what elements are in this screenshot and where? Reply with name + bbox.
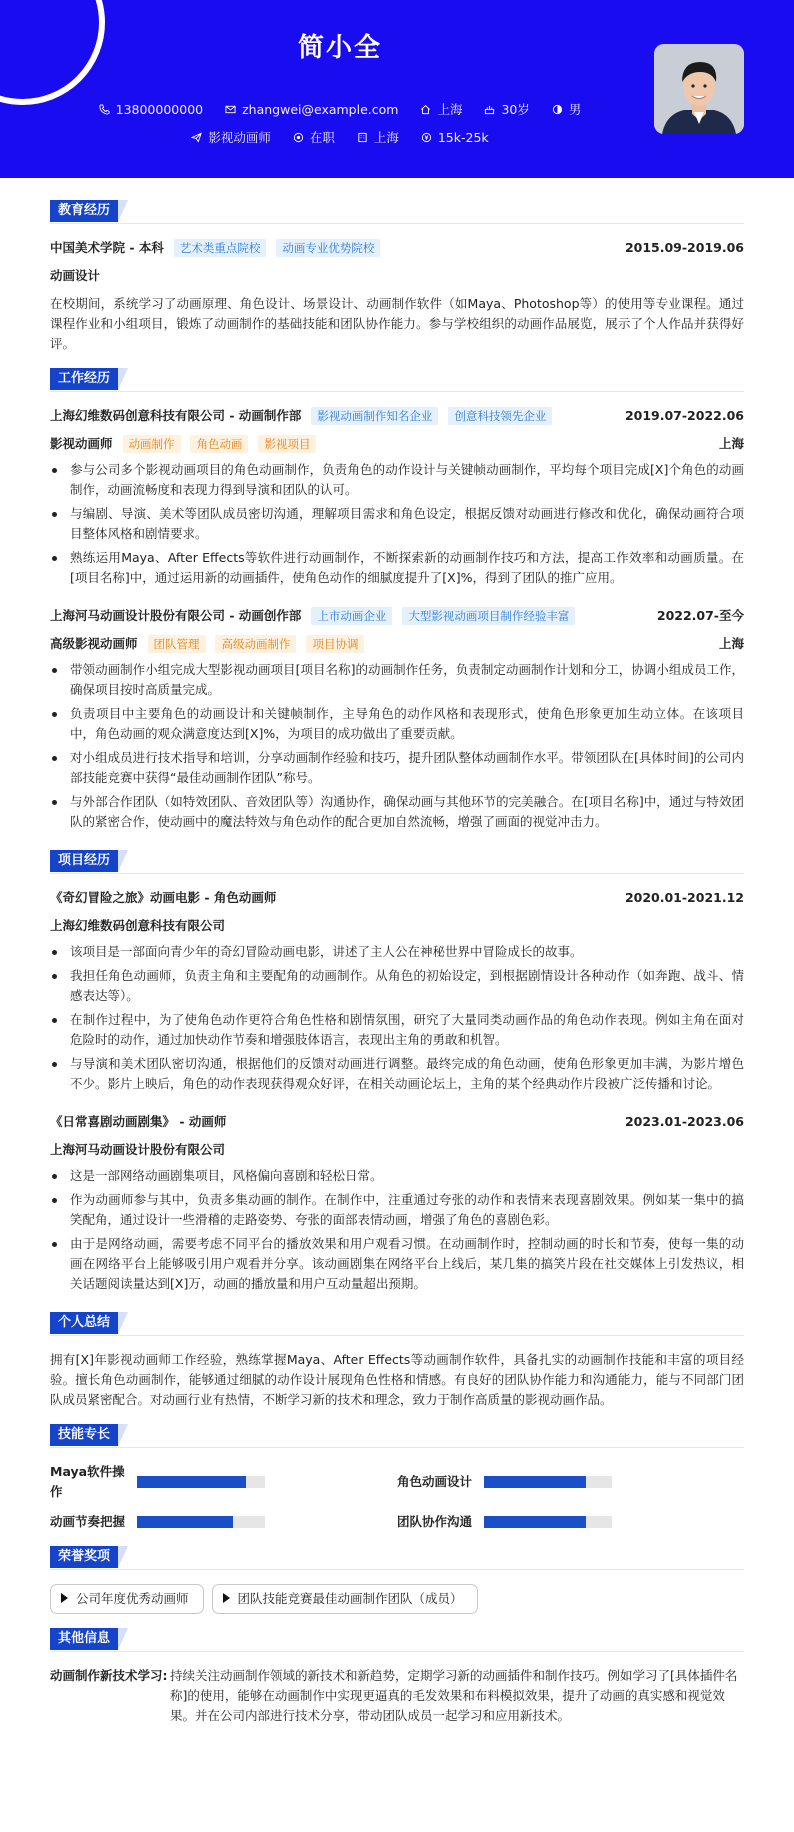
section-header xyxy=(50,368,744,392)
section-title: 工作经历 xyxy=(50,368,118,390)
project-header-row xyxy=(50,888,744,908)
project-bullets xyxy=(50,1166,744,1294)
role-tag: 高级动画制作 xyxy=(215,635,296,653)
skill-bar xyxy=(137,1476,265,1488)
profile-photo xyxy=(654,44,744,134)
money-icon xyxy=(421,132,432,143)
section-header xyxy=(50,850,744,874)
skill-bar-fill xyxy=(484,1516,586,1528)
company-tag: 大型影视动画项目制作经验丰富 xyxy=(402,607,575,625)
section-header xyxy=(50,1546,744,1570)
list-item: 与外部合作团队（如特效团队、音效团队等）沟通协作，确保动画与其他环节的完美融合。在[项目名称]中，通过与特效团队的紧密合作，使动画中的魔法特效与角色动作的配合更加自然流畅，增强了画面的视觉冲击力。 xyxy=(50,792,744,832)
gender-icon xyxy=(552,104,563,115)
job-location: 上海 xyxy=(718,636,744,651)
list-item: 熟练运用Maya、After Effects等软件进行动画制作，不断探索新的动画制作技巧和方法，提高工作效率和动画质量。在[项目名称]中，通过运用新的动画插件，使角色动作的细腻度提升了[X]%，得到了团队的推广应用。 xyxy=(50,548,744,588)
school-tag: 动画专业优势院校 xyxy=(276,239,380,257)
skill-item xyxy=(50,1512,397,1532)
company-tag: 创意科技领先企业 xyxy=(448,407,552,425)
other-info-row xyxy=(50,1666,744,1726)
email-icon xyxy=(225,104,236,115)
resume-header xyxy=(0,0,794,178)
work-section xyxy=(50,368,744,832)
list-item: 由于是网络动画，需要考虑不同平台的播放效果和用户观看习惯。在动画制作时，控制动画的时长和节奏，使每一集的动画在网络平台上能够吸引用户观看并分享。该动画剧集在网络平台上线后，某几集的搞笑片段在社交媒体上引发热议，相关话题阅读量达到[X]万，动画的播放量和用户互动量超出预期。 xyxy=(50,1234,744,1294)
job-entry xyxy=(50,606,744,832)
job-role-row xyxy=(50,634,744,654)
other-label: 动画制作新技术学习: xyxy=(50,1668,168,1683)
summary-text: 拥有[X]年影视动画师工作经验，熟练掌握Maya、After Effects等动画制作软件，具备扎实的动画制作技能和丰富的项目经验。擅长角色动画制作，能够通过细腻的动作设计展现角色性格和情感。有良好的团队协作能力和沟通能力，能与不同部门团队成员紧密配合。对动画行业有热情，不断学习新的技术和理念，致力于制作高质量的影视动画作品。 xyxy=(50,1352,744,1407)
list-item: 参与公司多个影视动画项目的角色动画制作，负责角色的动作设计与关键帧动画制作，平均每个项目完成[X]个角色的动画制作，动画流畅度和表现力得到导演和团队的认可。 xyxy=(50,460,744,500)
award-label: 公司年度优秀动画师 xyxy=(76,1591,189,1606)
company-name: 上海河马动画设计股份有限公司 - 动画创作部 xyxy=(50,608,302,623)
list-item: 与导演和美术团队密切沟通，根据他们的反馈对动画进行调整。最终完成的角色动画，使角色形象更加丰满，为影片增色不少。影片上映后，角色的动作表现获得观众好评，在相关动画论坛上，主角的某个经典动作片段被广泛传播和讨论。 xyxy=(50,1054,744,1094)
list-item: 带领动画制作小组完成大型影视动画项目[项目名称]的动画制作任务，负责制定动画制作计划和分工，协调小组成员工作，确保项目按时高质量完成。 xyxy=(50,660,744,700)
skill-bar xyxy=(484,1516,612,1528)
phone-item xyxy=(99,100,203,120)
list-item: 该项目是一部面向青少年的奇幻冒险动画电影，讲述了主人公在神秘世界中冒险成长的故事。 xyxy=(50,942,744,962)
section-title: 技能专长 xyxy=(50,1424,118,1446)
education-header-row xyxy=(50,238,744,258)
awards-list xyxy=(50,1584,744,1614)
email-text: zhangwei@example.com xyxy=(242,102,399,117)
skills-section xyxy=(50,1424,744,1532)
other-section xyxy=(50,1628,744,1726)
candidate-name: 简小全 xyxy=(297,33,382,63)
section-title: 其他信息 xyxy=(50,1628,118,1650)
gender-text: 男 xyxy=(568,102,582,117)
role-tag: 影视项目 xyxy=(258,435,316,453)
other-text: 持续关注动画制作领域的新技术和新趋势，定期学习新的动画插件和制作技巧。例如学习了[具体插件名称]的使用，能够在动画制作中实现更逼真的毛发效果和布料模拟效果，提升了动画的真实感和视觉效果。并在公司内部进行技术分享，带动团队成员一起学习和应用新技术。 xyxy=(170,1668,738,1723)
job-location: 上海 xyxy=(718,436,744,451)
list-item: 负责项目中主要角色的动画设计和关键帧制作，主导角色的动作风格和表现形式，使角色形象更加生动立体。在该项目中，角色动画的观众满意度达到[X]%，为项目的成功做出了重要贡献。 xyxy=(50,704,744,744)
target-city-text: 上海 xyxy=(373,130,399,145)
projects-section xyxy=(50,850,744,1294)
section-header xyxy=(50,1628,744,1652)
job-role: 影视动画师 xyxy=(50,436,113,451)
play-icon xyxy=(61,1593,68,1603)
education-period: 2015.09-2019.06 xyxy=(624,240,744,255)
skill-item xyxy=(50,1462,397,1502)
skill-bar-fill xyxy=(484,1476,586,1488)
list-item: 与编剧、导演、美术等团队成员密切沟通，理解项目需求和角色设定，根据反馈对动画进行修改和优化，确保动画符合项目整体风格和剧情要求。 xyxy=(50,504,744,544)
project-period: 2020.01-2021.12 xyxy=(624,890,744,905)
list-item: 我担任角色动画师，负责主角和主要配角的动画制作。从角色的初始设定，到根据剧情设计各种动作（如奔跑、战斗、情感表达等）。 xyxy=(50,966,744,1006)
skill-bar xyxy=(484,1476,612,1488)
company-tag: 影视动画制作知名企业 xyxy=(311,407,438,425)
project-entry xyxy=(50,888,744,1094)
send-icon xyxy=(191,132,202,143)
job-role-row xyxy=(50,434,744,454)
job-target-text: 影视动画师 xyxy=(208,130,271,145)
contact-row xyxy=(0,100,680,120)
email-item xyxy=(225,100,398,120)
project-period: 2023.01-2023.06 xyxy=(624,1114,744,1129)
school-tag: 艺术类重点院校 xyxy=(174,239,267,257)
project-company: 上海幻维数码创意科技有限公司 xyxy=(50,918,226,933)
cake-icon xyxy=(484,104,495,115)
education-description: 在校期间，系统学习了动画原理、角色设计、场景设计、动画制作软件（如Maya、Photoshop等）的使用等专业课程。通过课程作业和小组项目，锻炼了动画制作的基础技能和团队协作能力。参与学校组织的动画作品展览，展示了个人作品并获得好评。 xyxy=(50,296,744,351)
job-company-row xyxy=(50,406,744,426)
status-text: 在职 xyxy=(309,130,335,145)
target-city-item xyxy=(357,128,399,148)
role-tag: 角色动画 xyxy=(190,435,248,453)
company-name: 上海幻维数码创意科技有限公司 - 动画制作部 xyxy=(50,408,302,423)
project-company: 上海河马动画设计股份有限公司 xyxy=(50,1142,226,1157)
list-item: 在制作过程中，为了使角色动作更符合角色性格和剧情氛围，研究了大量同类动画作品的角色动作表现。例如主角在面对危险时的动作，通过加快动作节奏和增强肢体语言，表现出主角的勇敢和机智。 xyxy=(50,1010,744,1050)
city-text: 上海 xyxy=(437,102,463,117)
award-item xyxy=(212,1584,478,1614)
project-name: 《日常喜剧动画剧集》 - 动画师 xyxy=(50,1114,227,1129)
section-title: 荣誉奖项 xyxy=(50,1546,118,1568)
job-company-row xyxy=(50,606,744,626)
gender-item xyxy=(552,100,582,120)
education-section xyxy=(50,200,744,354)
job-entry xyxy=(50,406,744,588)
section-header xyxy=(50,1312,744,1336)
project-name: 《奇幻冒险之旅》动画电影 - 角色动画师 xyxy=(50,890,277,905)
skill-item xyxy=(397,1462,744,1502)
salary-text: 15k-25k xyxy=(437,130,489,145)
company-tag: 上市动画企业 xyxy=(311,607,392,625)
school-name: 中国美术学院 - 本科 xyxy=(50,240,164,255)
avatar-portrait xyxy=(654,44,744,134)
age-item xyxy=(484,100,529,120)
section-title: 项目经历 xyxy=(50,850,118,872)
skill-bar-fill xyxy=(137,1516,233,1528)
phone-icon xyxy=(99,104,110,115)
section-header xyxy=(50,1424,744,1448)
summary-section xyxy=(50,1312,744,1410)
phone-text: 13800000000 xyxy=(115,102,204,117)
major: 动画设计 xyxy=(50,268,101,283)
skill-name: 角色动画设计 xyxy=(397,1474,473,1489)
job-bullets xyxy=(50,660,744,832)
list-item: 作为动画师参与其中，负责多集动画的制作。在制作中，注重通过夸张的动作和表情来表现喜剧效果。例如某一集中的搞笑配角，通过设计一些滑稽的走路姿势、夸张的面部表情动画，增强了角色的喜剧色彩。 xyxy=(50,1190,744,1230)
building-icon xyxy=(357,132,368,143)
status-item xyxy=(293,128,335,148)
project-entry xyxy=(50,1112,744,1294)
role-tag: 动画制作 xyxy=(123,435,181,453)
play-icon xyxy=(223,1593,230,1603)
job-role: 高级影视动画师 xyxy=(50,636,138,651)
role-tag: 项目协调 xyxy=(306,635,364,653)
section-header xyxy=(50,200,744,224)
status-icon xyxy=(293,132,304,143)
skill-name: 动画节奏把握 xyxy=(50,1514,126,1529)
salary-item xyxy=(421,128,489,148)
section-title: 个人总结 xyxy=(50,1312,118,1334)
project-header-row xyxy=(50,1112,744,1132)
city-item xyxy=(420,100,462,120)
project-bullets xyxy=(50,942,744,1094)
job-period: 2019.07-2022.06 xyxy=(624,408,744,423)
home-icon xyxy=(420,104,431,115)
skill-bar-fill xyxy=(137,1476,246,1488)
role-tag: 团队管理 xyxy=(148,635,206,653)
honors-section xyxy=(50,1546,744,1614)
resume-body xyxy=(0,178,794,1750)
skill-name: Maya软件操作 xyxy=(50,1464,125,1499)
job-period: 2022.07-至今 xyxy=(656,608,744,623)
skill-name: 团队协作沟通 xyxy=(397,1514,473,1529)
age-text: 30岁 xyxy=(501,102,530,117)
job-intent-row xyxy=(0,128,680,148)
job-target-item xyxy=(191,128,271,148)
job-bullets xyxy=(50,460,744,588)
skill-item xyxy=(397,1512,744,1532)
section-title: 教育经历 xyxy=(50,200,118,222)
list-item: 这是一部网络动画剧集项目，风格偏向喜剧和轻松日常。 xyxy=(50,1166,744,1186)
skill-bar xyxy=(137,1516,265,1528)
award-label: 团队技能竞赛最佳动画制作团队（成员） xyxy=(237,1591,463,1606)
award-item xyxy=(50,1584,204,1614)
skills-grid xyxy=(50,1462,744,1532)
list-item: 对小组成员进行技术指导和培训，分享动画制作经验和技巧，提升团队整体动画制作水平。带领团队在[具体时间]的公司内部技能竞赛中获得“最佳动画制作团队”称号。 xyxy=(50,748,744,788)
